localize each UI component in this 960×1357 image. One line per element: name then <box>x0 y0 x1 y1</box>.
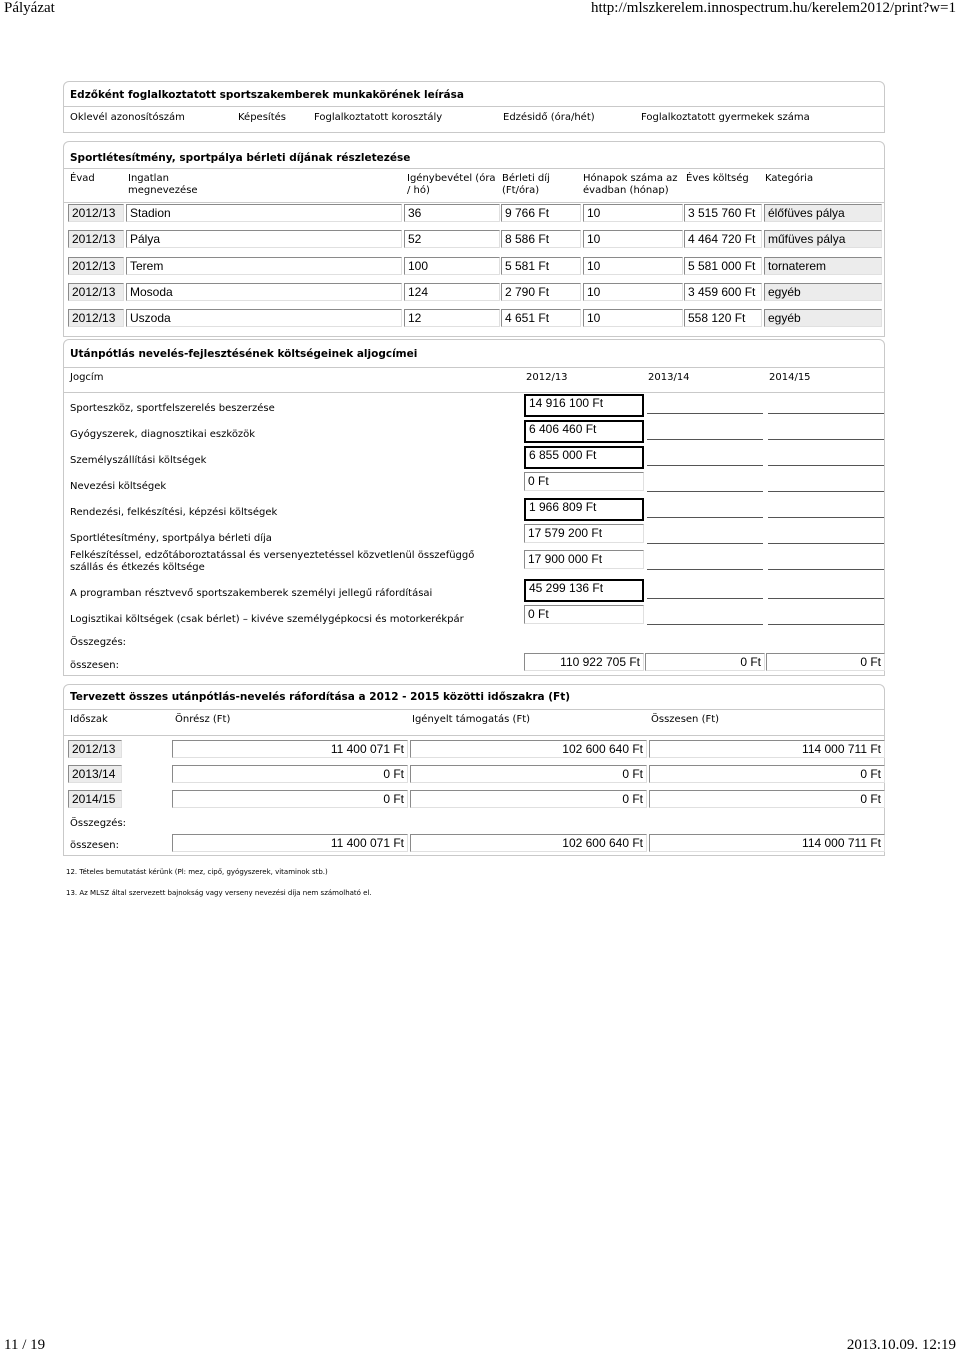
facility-title: Sportlétesítmény, sportpálya bérleti díjának részletezése <box>70 152 411 164</box>
youth-col-2014: 2014/15 <box>769 372 811 383</box>
plan-period-field[interactable]: 2012/13 <box>68 740 122 758</box>
youth-2014-field[interactable] <box>768 598 884 599</box>
facility-name-field[interactable]: Terem <box>126 257 402 275</box>
facility-name-field[interactable]: Mosoda <box>126 283 402 301</box>
facility-season-field[interactable]: 2012/13 <box>68 309 124 327</box>
youth-2014-field[interactable] <box>768 543 884 544</box>
youth-2012-field[interactable]: 14 916 100 Ft <box>524 394 644 417</box>
youth-2012-field[interactable]: 1 966 809 Ft <box>524 498 644 521</box>
facility-season-field[interactable]: 2012/13 <box>68 204 124 222</box>
youth-row-label: Sporteszköz, sportfelszerelés beszerzése <box>70 403 275 414</box>
page-header-title: Pályázat <box>4 0 55 16</box>
facility-col-category: Kategória <box>765 173 814 184</box>
facility-col-months: Hónapok száma az évadban (hónap) <box>583 173 678 196</box>
staff-col-qualification: Képesítés <box>238 112 286 123</box>
facility-category-field[interactable]: műfüves pálya <box>764 230 882 248</box>
plan-col-period: Időszak <box>70 714 108 725</box>
youth-col-2012: 2012/13 <box>526 372 568 383</box>
page-number: 11 / 19 <box>4 1337 46 1353</box>
youth-row-label: Logisztikai költségek (csak bérlet) – kivéve személygépkocsi és motorkerékpár <box>70 614 464 625</box>
staff-col-diploma: Oklevél azonosítószám <box>70 112 185 123</box>
youth-2013-field[interactable] <box>647 465 763 466</box>
youth-row-label: A programban résztvevő sportszakemberek személyi jellegű ráfordításai <box>70 588 433 599</box>
staff-col-training-time: Edzésidő (óra/hét) <box>503 112 595 123</box>
facility-months-field[interactable]: 10 <box>583 257 683 275</box>
print-datetime: 2013.10.09. 12:19 <box>846 1337 956 1353</box>
plan-summary-label: Összegzés: <box>70 818 127 829</box>
plan-requested-field[interactable]: 102 600 640 Ft <box>410 740 647 758</box>
facility-fee-field[interactable]: 5 581 Ft <box>501 257 581 275</box>
facility-annual-field[interactable]: 5 581 000 Ft <box>684 257 762 275</box>
facility-panel <box>63 141 885 337</box>
facility-annual-field[interactable]: 558 120 Ft <box>684 309 762 327</box>
facility-usage-field[interactable]: 124 <box>404 283 500 301</box>
youth-total-2014[interactable]: 0 Ft <box>766 653 885 671</box>
facility-season-field[interactable]: 2012/13 <box>68 257 124 275</box>
youth-row-label: Sportlétesítmény, sportpálya bérleti díja <box>70 533 272 544</box>
footnote-13: 13. Az MLSZ által szervezett bajnokság vagy verseny nevezési díja nem számolható el. <box>66 889 372 897</box>
youth-2012-field[interactable]: 0 Ft <box>524 472 644 491</box>
youth-row-label: Rendezési, felkészítési, képzési költségek <box>70 507 278 518</box>
facility-fee-field[interactable]: 9 766 Ft <box>501 204 581 222</box>
facility-months-field[interactable]: 10 <box>583 283 683 301</box>
staff-col-children: Foglalkoztatott gyermekek száma <box>641 112 810 123</box>
facility-season-field[interactable]: 2012/13 <box>68 230 124 248</box>
youth-2013-field[interactable] <box>647 439 763 440</box>
youth-row-label: Személyszállítási költségek <box>70 455 207 466</box>
facility-usage-field[interactable]: 52 <box>404 230 500 248</box>
plan-total-label: összesen: <box>70 840 120 851</box>
plan-requested-field[interactable]: 0 Ft <box>410 765 647 783</box>
youth-summary-label: Összegzés: <box>70 637 127 648</box>
facility-name-field[interactable]: Stadion <box>126 204 402 222</box>
youth-total-label: összesen: <box>70 660 120 671</box>
plan-own-field[interactable]: 11 400 071 Ft <box>172 740 408 758</box>
youth-col-title: Jogcím <box>70 372 104 383</box>
youth-title: Utánpótlás nevelés-fejlesztésének költségeinek aljogcímei <box>70 348 418 360</box>
youth-2012-field[interactable]: 6 855 000 Ft <box>524 446 644 469</box>
youth-2013-field[interactable] <box>647 543 763 544</box>
youth-cost-panel <box>63 339 885 676</box>
facility-col-property: Ingatlan megnevezése <box>128 173 198 196</box>
facility-col-fee: Bérleti díj (Ft/óra) <box>502 173 550 196</box>
facility-usage-field[interactable]: 100 <box>404 257 500 275</box>
page-header-url: http://mlszkerelem.innospectrum.hu/kerelem2012/print?w=1 <box>590 0 956 16</box>
youth-2013-field[interactable] <box>647 413 763 414</box>
youth-2012-field[interactable]: 0 Ft <box>524 605 644 624</box>
footnote-12: 12. Tételes bemutatást kérünk (Pl: mez, cipő, gyógyszerek, vitaminok stb.) <box>66 868 328 876</box>
staff-title: Edzőként foglalkoztatott sportszakemberek munkakörének leírása <box>70 89 464 101</box>
facility-col-season: Évad <box>70 173 95 184</box>
plan-total-own[interactable]: 11 400 071 Ft <box>172 834 408 852</box>
facility-col-annual: Éves költség <box>686 173 749 184</box>
plan-requested-field[interactable]: 0 Ft <box>410 790 647 808</box>
youth-2012-field[interactable]: 6 406 460 Ft <box>524 420 644 443</box>
facility-name-field[interactable]: Pálya <box>126 230 402 248</box>
plan-total-requested[interactable]: 102 600 640 Ft <box>410 834 647 852</box>
plan-total-sum[interactable]: 114 000 711 Ft <box>649 834 885 852</box>
plan-col-requested: Igényelt támogatás (Ft) <box>412 714 531 725</box>
facility-annual-field[interactable]: 4 464 720 Ft <box>684 230 762 248</box>
youth-total-2013[interactable]: 0 Ft <box>645 653 765 671</box>
facility-category-field[interactable]: egyéb <box>764 309 882 327</box>
facility-category-field[interactable]: élőfüves pálya <box>764 204 882 222</box>
plan-own-field[interactable]: 0 Ft <box>172 765 408 783</box>
youth-2012-field[interactable]: 45 299 136 Ft <box>524 579 644 602</box>
youth-2013-field[interactable] <box>647 598 763 599</box>
facility-category-field[interactable]: egyéb <box>764 283 882 301</box>
facility-name-field[interactable]: Uszoda <box>126 309 402 327</box>
facility-usage-field[interactable]: 36 <box>404 204 500 222</box>
facility-fee-field[interactable]: 2 790 Ft <box>501 283 581 301</box>
staff-panel <box>63 81 885 133</box>
plan-period-field[interactable]: 2013/14 <box>68 765 122 783</box>
youth-row-label: Nevezési költségek <box>70 481 167 492</box>
staff-col-age-group: Foglalkoztatott korosztály <box>314 112 443 123</box>
youth-2012-field[interactable]: 17 579 200 Ft <box>524 524 644 543</box>
youth-2014-field[interactable] <box>768 624 884 625</box>
youth-2014-field[interactable] <box>768 517 884 518</box>
youth-2013-field[interactable] <box>647 624 763 625</box>
facility-fee-field[interactable]: 8 586 Ft <box>501 230 581 248</box>
youth-2013-field[interactable] <box>647 517 763 518</box>
facility-annual-field[interactable]: 3 515 760 Ft <box>684 204 762 222</box>
youth-2012-field[interactable]: 17 900 000 Ft <box>524 550 644 569</box>
youth-row-label: Felkészítéssel, edzőtáboroztatással és versenyeztetéssel közvetlenül összefüggő szállás és étkezés költsége <box>70 550 475 573</box>
youth-2014-field[interactable] <box>768 439 884 440</box>
plan-total-field[interactable]: 0 Ft <box>649 765 885 783</box>
youth-2013-field[interactable] <box>647 491 763 492</box>
facility-months-field[interactable]: 10 <box>583 204 683 222</box>
plan-col-total: Összesen (Ft) <box>651 714 720 725</box>
youth-col-2013: 2013/14 <box>648 372 690 383</box>
plan-title: Tervezett összes utánpótlás-nevelés ráfordítása a 2012 - 2015 közötti időszakra (Ft) <box>70 691 571 703</box>
facility-fee-field[interactable]: 4 651 Ft <box>501 309 581 327</box>
plan-total-field[interactable]: 114 000 711 Ft <box>649 740 885 758</box>
youth-row-label: Gyógyszerek, diagnosztikai eszközök <box>70 429 256 440</box>
facility-category-field[interactable]: tornaterem <box>764 257 882 275</box>
facility-months-field[interactable]: 10 <box>583 230 683 248</box>
plan-panel <box>63 684 885 856</box>
youth-total-2012[interactable]: 110 922 705 Ft <box>524 653 644 671</box>
facility-annual-field[interactable]: 3 459 600 Ft <box>684 283 762 301</box>
facility-season-field[interactable]: 2012/13 <box>68 283 124 301</box>
facility-months-field[interactable]: 10 <box>583 309 683 327</box>
facility-usage-field[interactable]: 12 <box>404 309 500 327</box>
plan-period-field[interactable]: 2014/15 <box>68 790 122 808</box>
youth-2014-field[interactable] <box>768 465 884 466</box>
youth-2013-field[interactable] <box>647 569 763 570</box>
plan-col-own: Önrész (Ft) <box>175 714 231 725</box>
plan-total-field[interactable]: 0 Ft <box>649 790 885 808</box>
youth-2014-field[interactable] <box>768 413 884 414</box>
youth-2014-field[interactable] <box>768 491 884 492</box>
youth-2014-field[interactable] <box>768 569 884 570</box>
facility-col-usage: Igénybevétel (óra / hó) <box>407 173 496 196</box>
plan-own-field[interactable]: 0 Ft <box>172 790 408 808</box>
